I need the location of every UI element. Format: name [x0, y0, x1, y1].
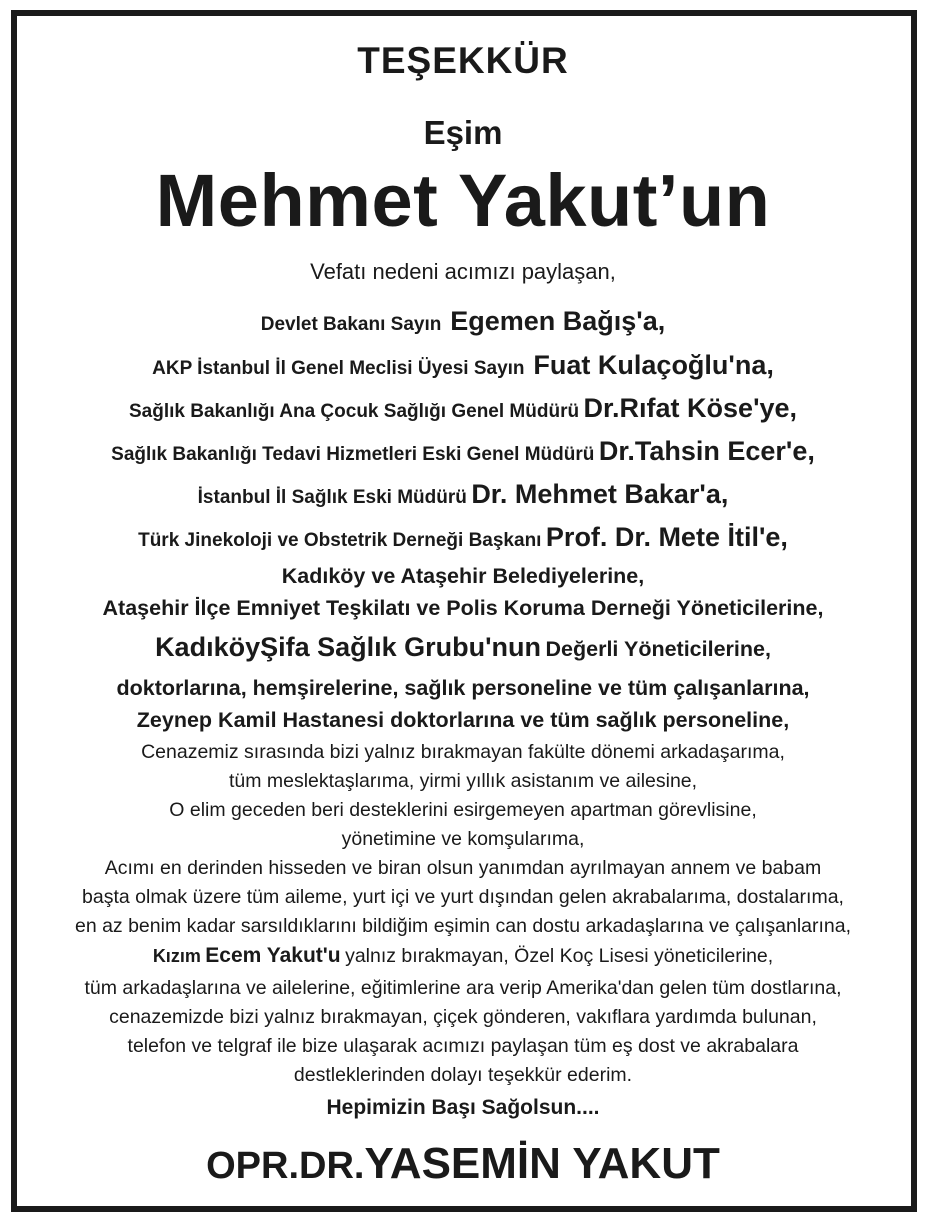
deceased-name: Mehmet Yakut’un	[155, 159, 771, 242]
thanks-name: Dr.Tahsin Ecer'e,	[598, 436, 815, 466]
thanks-role: Sağlık Bakanlığı Ana Çocuk Sağlığı Genel Müdürü	[128, 401, 580, 422]
body-line: tüm arkadaşlarına ve ailelerine, eğitimlerine ara verip Amerika'dan gelen tüm dostlarına,	[84, 977, 842, 999]
thanks-role: İstanbul İl Sağlık Eski Müdürü	[197, 487, 467, 508]
institution-line-1: Kadıköy ve Ataşehir Belediyelerine,	[281, 564, 645, 588]
body-line: telefon ve telgraf ile bize ulaşarak acımızı paylaşan tüm eş dost ve akrabalara	[127, 1035, 799, 1057]
thanks-line-2	[0, 350, 926, 381]
body-line: cenazemizde bizi yalnız bırakmayan, çiçek gönderen, vakıflara yardımda bulunan,	[109, 1006, 817, 1028]
thanks-name: Egemen Bağış'a,	[450, 306, 666, 336]
signature	[0, 1139, 926, 1189]
bold-line-2: Zeynep Kamil Hastanesi doktorlarına ve tüm sağlık personeline,	[136, 708, 790, 732]
body-line: en az benim kadar sarsıldıklarını bildiğim eşimin can dostu arkadaşlarına ve çalışanlarına,	[74, 915, 852, 937]
thanks-line-5	[0, 479, 926, 510]
thanks-name: Dr. Mehmet Bakar'a,	[471, 479, 729, 509]
group-rest: Değerli Yöneticilerine,	[545, 637, 771, 661]
intro-text: Vefatı nedeni acımızı paylaşan,	[310, 259, 616, 284]
body-line: yönetimine ve komşularıma,	[341, 828, 585, 850]
notice-title: TEŞEKKÜR	[357, 40, 569, 81]
body-line: tüm meslektaşlarıma, yirmi yıllık asistanım ve ailesine,	[228, 770, 698, 792]
thanks-role: Türk Jinekoloji ve Obstetrik Derneği Başkanı	[138, 530, 542, 551]
thanks-line-1	[0, 306, 926, 337]
body-line: Acımı en derinden hisseden ve biran olsun yanımdan ayrılmayan annem ve babam	[104, 857, 822, 879]
thanks-role: AKP İstanbul İl Genel Meclisi Üyesi Sayın	[152, 358, 525, 379]
thanks-name: Fuat Kulaçoğlu'na,	[533, 350, 774, 380]
thanks-line-3	[0, 393, 926, 424]
institution-line-2: Ataşehir İlçe Emniyet Teşkilatı ve Polis Koruma Derneği Yöneticilerine,	[102, 596, 824, 620]
signature-name: YASEMİN YAKUT	[364, 1139, 720, 1188]
body-line: başta olmak üzere tüm aileme, yurt içi ve yurt dışından gelen akrabalarıma, dostalarıma,	[82, 886, 844, 908]
thanks-line-6	[0, 522, 926, 553]
body-line: O elim geceden beri desteklerini esirgemeyen apartman görevlisine,	[169, 799, 757, 821]
thanks-name: Dr.Rıfat Köse'ye,	[583, 393, 798, 423]
group-name: KadıköyŞifa Sağlık Grubu'nun	[155, 632, 542, 662]
daughter-rest: yalnız bırakmayan, Özel Koç Lisesi yöneticilerine,	[345, 945, 774, 967]
thanks-name: Prof. Dr. Mete İtil'e,	[545, 522, 788, 552]
daughter-line	[0, 944, 926, 968]
group-line	[0, 632, 926, 663]
notice-subtitle: Eşim	[423, 114, 503, 151]
daughter-name: Ecem Yakut'u	[205, 944, 341, 967]
body-line: Cenazemiz sırasında bizi yalnız bırakmayan fakülte dönemi arkadaşarıma,	[141, 741, 785, 763]
daughter-prefix: Kızım	[152, 946, 201, 966]
thanks-role: Devlet Bakanı Sayın	[260, 314, 442, 335]
thanks-role: Sağlık Bakanlığı Tedavi Hizmetleri Eski Genel Müdürü	[111, 444, 595, 465]
thanks-line-4	[0, 436, 926, 467]
closing-text: Hepimizin Başı Sağolsun....	[326, 1096, 600, 1119]
signature-title: OPR.DR.	[206, 1145, 365, 1187]
bold-line-1: doktorlarına, hemşirelerine, sağlık personeline ve tüm çalışanlarına,	[116, 676, 810, 700]
body-line: destleklerinden dolayı teşekkür ederim.	[293, 1064, 633, 1086]
